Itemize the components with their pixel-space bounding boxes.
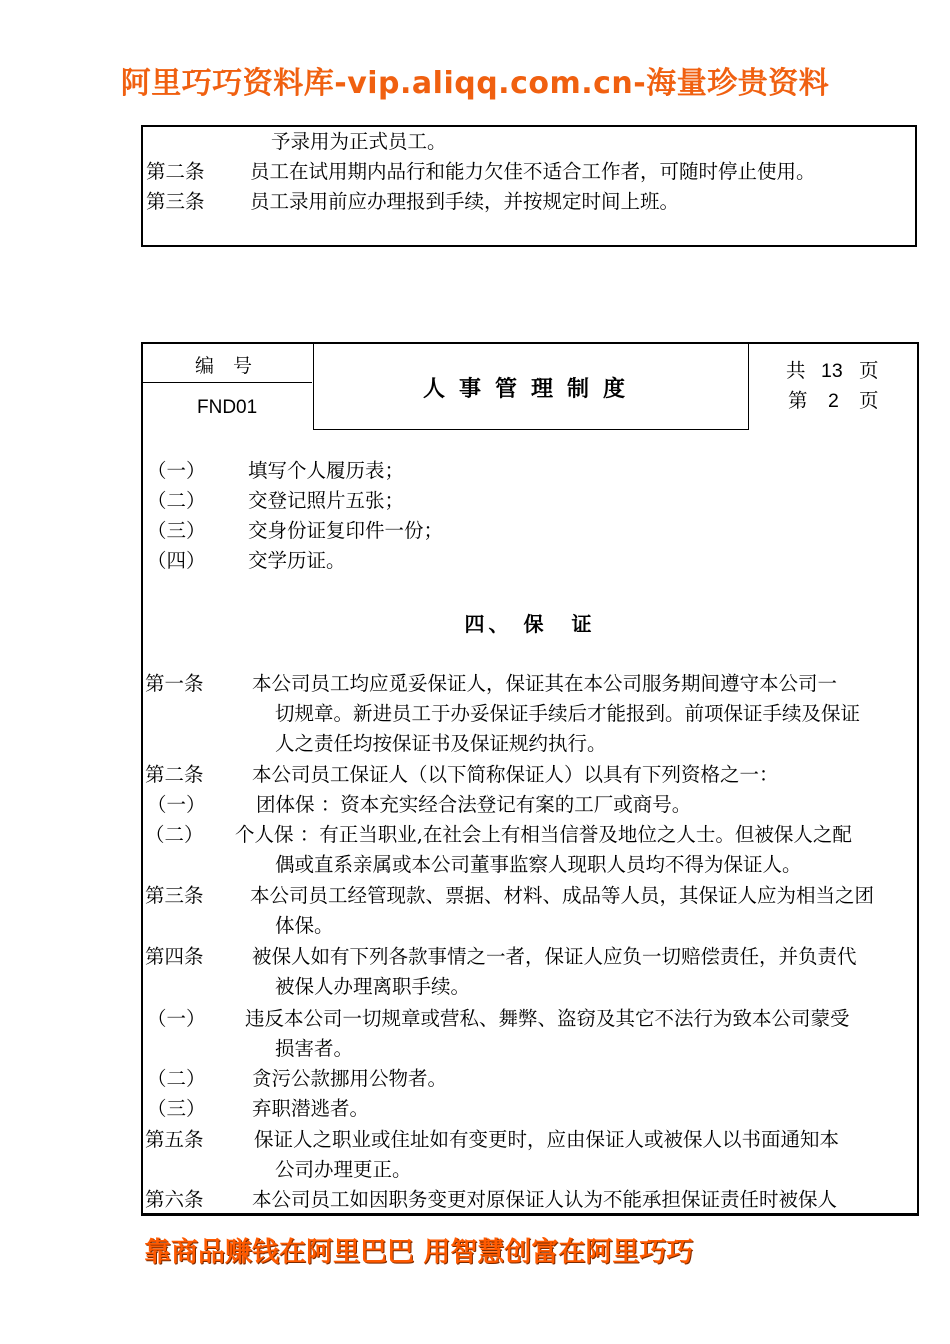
article-text: 本公司员工经管现款、票据、材料、成品等人员，其保证人应为相当之团 xyxy=(250,884,875,907)
article-label: 第五条 xyxy=(145,1128,204,1151)
prev-line-text: 予录用为正式员工。 xyxy=(271,130,447,153)
article-label: 第二条 xyxy=(145,763,204,786)
article-text: 团体保 ：资本充实经合法登记有案的工厂或商号。 xyxy=(256,793,692,816)
section-heading: 四、 保 证 xyxy=(464,612,596,636)
doc-code-cell xyxy=(143,344,314,430)
article-label: （二） xyxy=(145,823,204,846)
doc-code-label: 编 号 xyxy=(195,355,253,377)
doc-title: 人事管理制度 xyxy=(422,376,639,402)
document-page xyxy=(141,342,919,1216)
article-label: 第三条 xyxy=(145,884,204,907)
prev-article-label: 第二条 xyxy=(146,160,205,183)
item-text: 交学历证。 xyxy=(248,549,346,572)
article-text: 本公司员工均应觅妥保证人，保证其在本公司服务期间遵守本公司一 xyxy=(252,672,838,695)
article-text: 弃职潜逃者。 xyxy=(252,1097,370,1120)
item-label: （三） xyxy=(147,519,206,542)
article-text: 被保人如有下列各款事情之一者，保证人应负一切赔偿责任，并负责代 xyxy=(252,945,857,968)
article-text: 贪污公款挪用公物者。 xyxy=(252,1067,448,1090)
item-text: 交身份证复印件一份； xyxy=(248,519,444,542)
article-label: 第六条 xyxy=(145,1188,204,1211)
item-text: 交登记照片五张； xyxy=(248,489,405,512)
article-text: 人之责任均按保证书及保证规约执行。 xyxy=(275,732,607,755)
article-text: 损害者。 xyxy=(275,1037,354,1060)
current-page-unit: 页 xyxy=(859,389,879,412)
article-label: （一） xyxy=(147,793,206,816)
item-label: （二） xyxy=(147,489,206,512)
article-text: 本公司员工保证人（以下简称保证人）以具有下列资格之一： xyxy=(252,763,779,786)
prev-article-text: 员工在试用期内品行和能力欠佳不适合工作者，可随时停止使用。 xyxy=(250,160,816,183)
prev-article-label: 第三条 xyxy=(146,190,205,213)
total-pages-unit: 页 xyxy=(859,359,879,382)
article-label: （二） xyxy=(147,1067,206,1090)
article-text: 偶或直系亲属或本公司董事监察人现职人员均不得为保证人。 xyxy=(275,853,802,876)
article-text: 切规章。新进员工于办妥保证手续后才能报到。前项保证手续及保证 xyxy=(275,702,861,725)
article-text: 违反本公司一切规章或营私、舞弊、盗窃及其它不法行为致本公司蒙受 xyxy=(245,1007,850,1030)
total-pages-prefix: 共 xyxy=(786,359,806,382)
article-text: 保证人之职业或住址如有变更时，应由保证人或被保人以书面通知本 xyxy=(254,1128,840,1151)
current-page-prefix: 第 xyxy=(788,389,808,412)
prev-article-text: 员工录用前应办理报到手续，并按规定时间上班。 xyxy=(250,190,680,213)
current-page-number: 2 xyxy=(828,390,839,412)
watermark-banner-top: 阿里巧巧资料库-vip.aliqq.com.cn-海量珍贵资料 xyxy=(120,66,830,101)
total-pages-number: 13 xyxy=(821,360,843,382)
article-text: 本公司员工如因职务变更对原保证人认为不能承担保证责任时被保人 xyxy=(252,1188,838,1211)
article-text: 公司办理更正。 xyxy=(275,1158,412,1181)
article-label: 第一条 xyxy=(145,672,204,695)
article-label: （三） xyxy=(147,1097,206,1120)
item-label: （四） xyxy=(147,549,206,572)
watermark-banner-bottom: 靠商品赚钱在阿里巴巴 用智慧创富在阿里巧巧 xyxy=(144,1237,694,1268)
article-text: 个人保 ：有正当职业,在社会上有相当信誉及地位之人士。但被保人之配 xyxy=(235,823,852,846)
item-text: 填写个人履历表； xyxy=(248,459,405,482)
previous-page-box xyxy=(141,125,917,247)
article-text: 被保人办理离职手续。 xyxy=(275,975,471,998)
article-text: 体保。 xyxy=(275,914,334,937)
article-label: 第四条 xyxy=(145,945,204,968)
doc-title-cell xyxy=(313,344,749,430)
header-divider xyxy=(143,382,312,383)
item-label: （一） xyxy=(147,459,206,482)
article-label: （一） xyxy=(147,1007,206,1030)
doc-code-value: FND01 xyxy=(197,397,258,418)
